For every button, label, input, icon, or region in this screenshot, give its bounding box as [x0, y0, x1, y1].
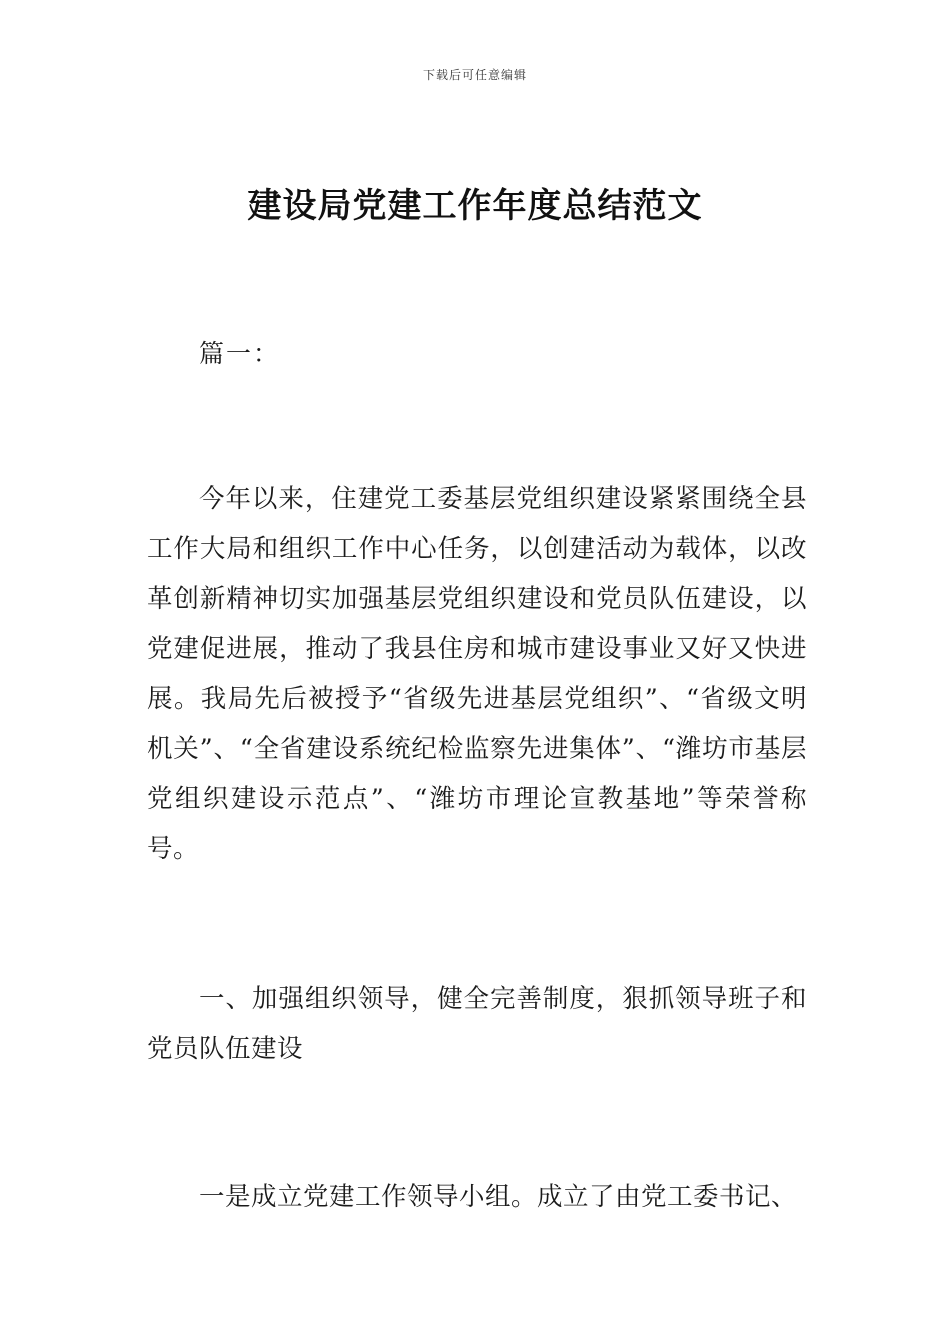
intro-paragraph: 今年以来，住建党工委基层党组织建设紧紧围绕全县工作大局和组织工作中心任务，以创建活动为载体，以改革创新精神切实加强基层党组织建设和党员队伍建设，以党建促进展，推动了我县住房和城市建设事业又好又快进展。我局先后被授予“省级先进基层党组织”、“省级文明机关”、“全省建设系统纪检监察先进集体”、“潍坊市基层党组织建设示范点”、“潍坊市理论宣教基地”等荣誉称号。 — [147, 484, 807, 864]
document-title: 建设局党建工作年度总结范文 — [247, 186, 703, 226]
header-note: 下载后可任意编辑 — [422, 68, 527, 82]
point-one-paragraph: 一是成立党建工作领导小组。成立了由党工委书记、 — [199, 1182, 798, 1212]
section-label: 篇一： — [199, 339, 281, 368]
section-heading-one: 一、加强组织领导，健全完善制度，狠抓领导班子和党员队伍建设 — [147, 984, 807, 1064]
